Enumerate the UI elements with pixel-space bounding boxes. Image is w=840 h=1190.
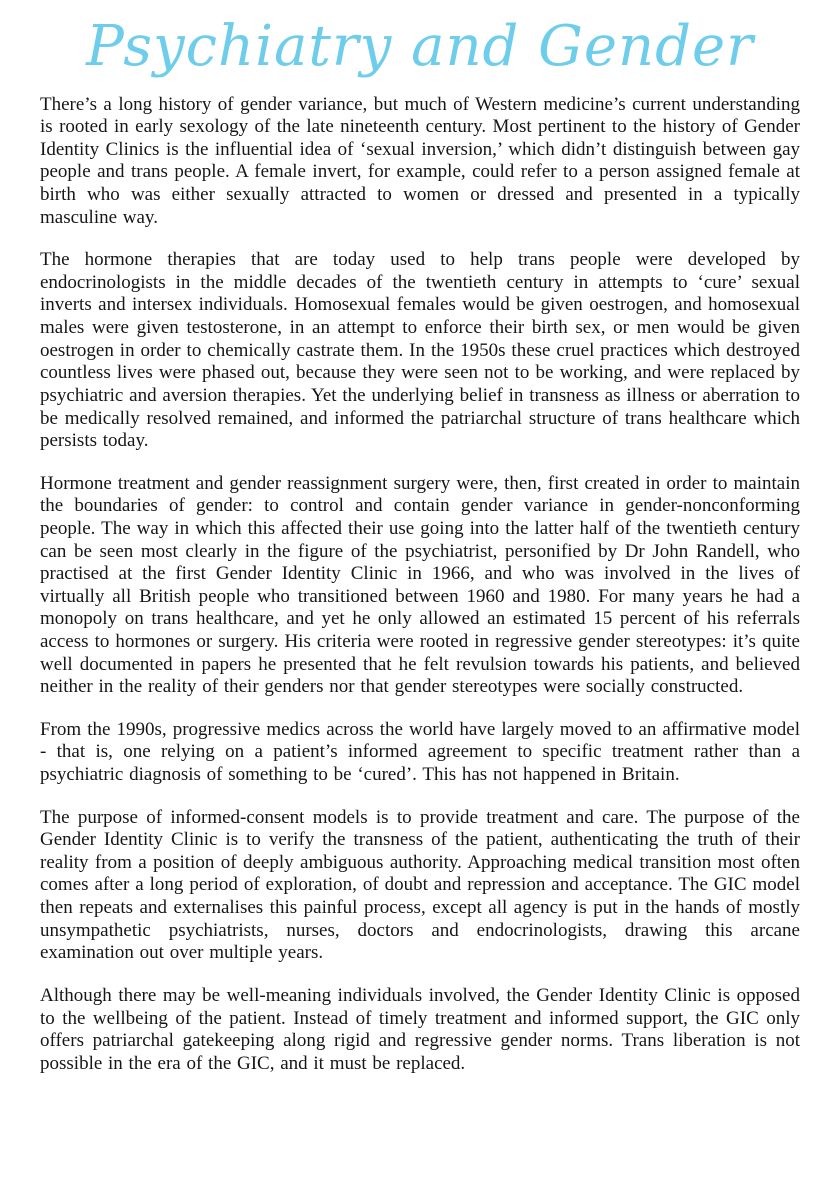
paragraph-purpose-of-informed-consent: The purpose of informed-consent models is to provide treatment and care. The purpose of the Gender Identity Clinic is to verify the transness of the patient, authenticating the truth of their reality from a position of deeply ambiguous authority. Approaching medical transition most often comes after a long period of exploration, of doubt and repression and acceptance. The GIC model then repeats and externalises this painful process, except all agency is put in the hands of mostly unsympathetic psychiatrists, nurses, doctors and endocrinologists, drawing this arcane examination out over multiple years. — [40, 806, 800, 964]
paragraph-hormone-treatment-boundaries: Hormone treatment and gender reassignment surgery were, then, first created in order to maintain the boundaries of gender: to control and contain gender variance in gender-nonconforming people. The way in which this affected their use going into the latter half of the twentieth century can be seen most clearly in the figure of the psychiatrist, personified by Dr John Randell, who practised at the first Gender Identity Clinic in 1966, and who was involved in the lives of virtually all British people who transitioned between 1960 and 1980. For many years he had a monopoly on trans healthcare, and yet he only allowed an estimated 15 percent of his referrals access to hormones or surgery. His criteria were rooted in regressive gender stereotypes: it’s quite well documented in papers he presented that he felt revulsion towards his patients, and believed neither in the reality of their genders nor that gender stereotypes were socially constructed. — [40, 472, 800, 698]
paragraph-hormone-therapies: The hormone therapies that are today used to help trans people were developed by endocrinologists in the middle decades of the twentieth century in attempts to ‘cure’ sexual inverts and intersex individuals. Homosexual females would be given oestrogen, and homosexual males were given testosterone, in an attempt to enforce their birth sex, or men would be given oestrogen in order to chemically castrate them. In the 1950s these cruel practices which destroyed countless lives were phased out, because they were seen not to be working, and were replaced by psychiatric and aversion therapies. Yet the underlying belief in transness as illness or aberration to be medically resolved remained, and informed the patriarchal structure of trans healthcare which persists today. — [40, 249, 800, 452]
article-body — [40, 94, 800, 1076]
paragraph-gic-opposed-to-wellbeing: Although there may be well-meaning individuals involved, the Gender Identity Clinic is opposed to the wellbeing of the patient. Instead of timely treatment and informed support, the GIC only offers patriarchal gatekeeping along rigid and regressive gender norms. Trans liberation is not possible in the era of the GIC, and it must be replaced. — [40, 984, 800, 1074]
page-title: Psychiatry and Gender — [86, 14, 754, 79]
paragraph-affirmative-model: From the 1990s, progressive medics across the world have largely moved to an affirmative model - that is, one relying on a patient’s informed agreement to specific treatment rather than a psychiatric diagnosis of something to be ‘cured’. This has not happened in Britain. — [40, 718, 800, 786]
paragraph-history-of-gender-variance: There’s a long history of gender variance, but much of Western medicine’s current understanding is rooted in early sexology of the late nineteenth century. Most pertinent to the history of Gender Identity Clinics is the influential idea of ‘sexual inversion,’ which didn’t distinguish between gay people and trans people. A female invert, for example, could refer to a person assigned female at birth who was either sexually attracted to women or dressed and presented in a typically masculine way. — [40, 93, 800, 228]
